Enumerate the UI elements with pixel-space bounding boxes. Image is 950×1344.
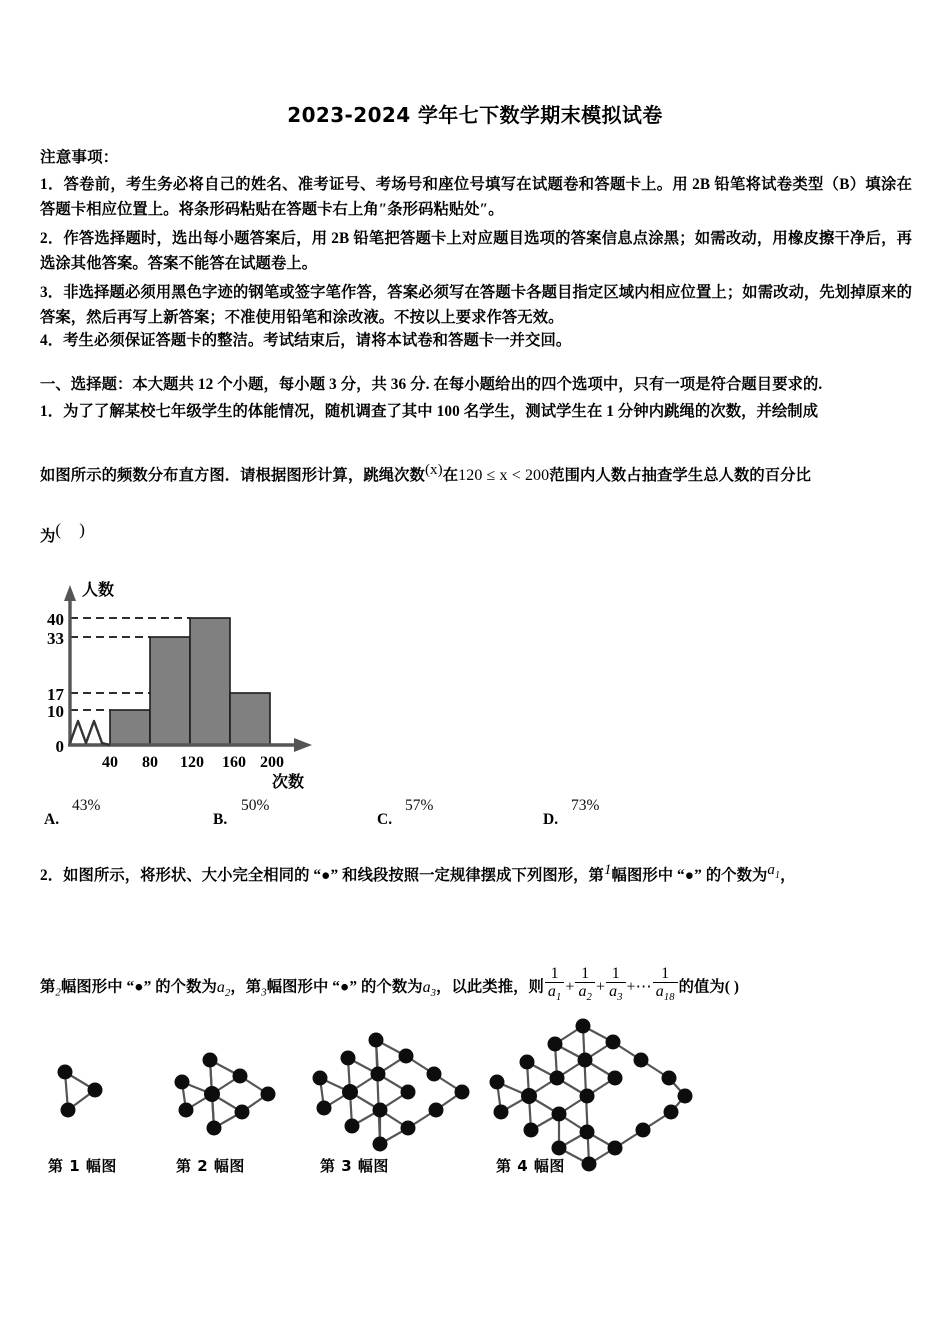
- q2-l2-c: ，第: [230, 978, 262, 996]
- question-1-text-line-1: 1．为了了解某校七年级学生的体能情况，随机调查了其中 100 名学生，测试学生在 1 分钟内跳绳的次数，并绘制成: [40, 403, 819, 420]
- fraction-18-denominator: [653, 984, 678, 1006]
- frac2-base: a: [578, 983, 587, 1000]
- fraction-18-numerator: 1: [661, 965, 670, 982]
- q1-inline-math-range: 120 ≤ x < 200: [458, 467, 550, 485]
- frequency-histogram: [40, 575, 340, 790]
- plus-sign-2: +: [595, 978, 606, 996]
- svg-text:次数: 次数: [272, 772, 305, 790]
- figure-caption-4: 第 4 幅图: [496, 1157, 565, 1175]
- frac18-sub: 18: [663, 992, 675, 1004]
- plus-sign-1: +: [565, 978, 575, 996]
- question-1-text-line-3: [40, 520, 92, 546]
- q2-a2-base: a: [216, 978, 225, 996]
- option-c[interactable]: [377, 797, 434, 829]
- svg-text:120: 120: [180, 754, 204, 771]
- question-2-text-line-2: [40, 965, 930, 1008]
- svg-text:40: 40: [102, 754, 118, 771]
- fraction-2-numerator: 1: [581, 965, 590, 982]
- fraction-3-numerator: 1: [611, 965, 620, 982]
- svg-text:40: 40: [47, 610, 64, 629]
- q2-l2-sub-3: 3: [261, 986, 267, 999]
- svg-text:160: 160: [222, 754, 246, 771]
- option-a-value: 43%: [72, 797, 101, 814]
- frac2-sub: 2: [586, 992, 592, 1004]
- frac3-base: a: [609, 983, 618, 1000]
- fraction-1-numerator: 1: [550, 965, 559, 982]
- svg-text:200: 200: [260, 754, 284, 771]
- ellipsis-separator: +⋯: [626, 978, 652, 996]
- q2-variable-a2: [216, 978, 231, 999]
- page-title: 2023-2024 学年七下数学期末模拟试卷: [287, 103, 663, 127]
- svg-text:33: 33: [47, 629, 64, 648]
- frac1-sub: 1: [556, 992, 562, 1004]
- q2-text-b: 幅图形中 “●” 的个数为: [611, 867, 768, 885]
- q2-a1-base: a: [767, 862, 776, 878]
- svg-text:人数: 人数: [82, 580, 115, 599]
- option-b[interactable]: [213, 797, 270, 829]
- fraction-term-18: [653, 966, 678, 1006]
- fraction-term-1: [545, 966, 564, 1006]
- q2-superscript-1: 1: [603, 862, 612, 878]
- option-a-label: A.: [44, 811, 60, 828]
- q2-a3-base: a: [422, 978, 431, 996]
- option-c-value: 57%: [405, 797, 434, 814]
- question-1-options: [40, 793, 740, 833]
- q1-superscript-x: (x): [424, 462, 443, 478]
- q2-text-c: ，: [780, 867, 796, 885]
- option-b-label: B.: [213, 811, 228, 828]
- svg-text:17: 17: [47, 685, 64, 704]
- q1-answer-brackets: ( ): [55, 520, 92, 539]
- dot-figure-2: [168, 1032, 308, 1172]
- q2-a2-sub: 2: [225, 987, 231, 999]
- q2-l2-end: 的值为( ): [678, 978, 740, 996]
- fraction-term-2: [575, 966, 594, 1006]
- frac3-sub: 3: [617, 992, 623, 1004]
- q2-l2-d: 幅图形中 “●” 的个数为: [266, 978, 423, 996]
- q1-text-b: 在: [442, 467, 459, 485]
- q2-l2-b: 幅图形中 “●” 的个数为: [61, 978, 217, 996]
- option-d-label: D.: [543, 811, 559, 828]
- option-a[interactable]: [44, 797, 101, 829]
- fraction-3-denominator: [606, 984, 625, 1006]
- question-2-text-line-1: [40, 862, 930, 885]
- svg-text:0: 0: [55, 737, 64, 756]
- notice-item-4: 4．考生必须保证答题卡的整洁。考试结束后，请将本试卷和答题卡一并交回。: [40, 332, 572, 349]
- frac18-base: a: [655, 983, 664, 1000]
- figure-caption-2: 第 2 幅图: [176, 1157, 245, 1175]
- q2-variable-a1: [767, 862, 781, 881]
- fraction-2-denominator: [575, 984, 594, 1006]
- option-b-value: 50%: [241, 797, 270, 814]
- q2-variable-a3: [422, 978, 437, 999]
- figure-caption-3: 第 3 幅图: [320, 1157, 389, 1175]
- question-1-text-line-2: [40, 462, 920, 485]
- q2-text-a: 2．如图所示，将形状、大小完全相同的 “●” 和线段按照一定规律摆成下列图形，第: [40, 867, 604, 885]
- figure-caption-1: 第 1 幅图: [48, 1157, 117, 1175]
- section-heading: 一、选择题：本大题共 12 个小题，每小题 3 分，共 36 分. 在每小题给出的四个选项中，只有一项是符合题目要求的.: [40, 376, 823, 393]
- option-d-value: 73%: [571, 797, 600, 814]
- option-c-label: C.: [377, 811, 393, 828]
- q1-text-a: 如图所示的频数分布直方图．请根据图形计算，跳绳次数: [40, 467, 425, 485]
- fraction-1-denominator: [545, 984, 564, 1006]
- svg-text:10: 10: [47, 702, 64, 721]
- q1-text-c: 范围内人数占抽查学生总人数的百分比: [549, 467, 811, 485]
- option-d[interactable]: [543, 797, 600, 829]
- q2-l2-e: ，以此类推，则: [436, 978, 544, 996]
- q2-l2-sub-2: 2: [55, 986, 62, 999]
- frac1-base: a: [547, 983, 556, 1000]
- notice-heading: 注意事项：: [40, 149, 119, 166]
- notice-item-2: 2．作答选择题时，选出每小题答案后，用 2B 铅笔把答题卡上对应题目选项的答案信息点涂黑；如需改动，用橡皮擦干净后，再选涂其他答案。答案不能答在试题卷上。: [40, 230, 912, 272]
- q2-l2-a: 第: [40, 978, 56, 996]
- svg-text:80: 80: [142, 754, 158, 771]
- q2-a3-sub: 3: [430, 987, 437, 999]
- q2-a1-sub: 1: [775, 870, 781, 881]
- notice-item-1: 1．答卷前，考生务必将自己的姓名、准考证号、考场号和座位号填写在试题卷和答题卡上。用 2B 铅笔将试卷类型（B）填涂在答题卡相应位置上。将条形码粘贴在答题卡右上角″条形码粘贴处″。: [40, 176, 912, 218]
- fraction-term-3: [606, 966, 625, 1006]
- q1-answer-prefix: 为: [40, 528, 56, 546]
- notice-item-3: 3．非选择题必须用黑色字迹的钢笔或签字笔作答，答案必须写在答题卡各题目指定区域内相应位置上；如需改动，先划掉原来的答案，然后再写上新答案；不准使用铅笔和涂改液。不按以上要求作答无效。: [40, 284, 912, 326]
